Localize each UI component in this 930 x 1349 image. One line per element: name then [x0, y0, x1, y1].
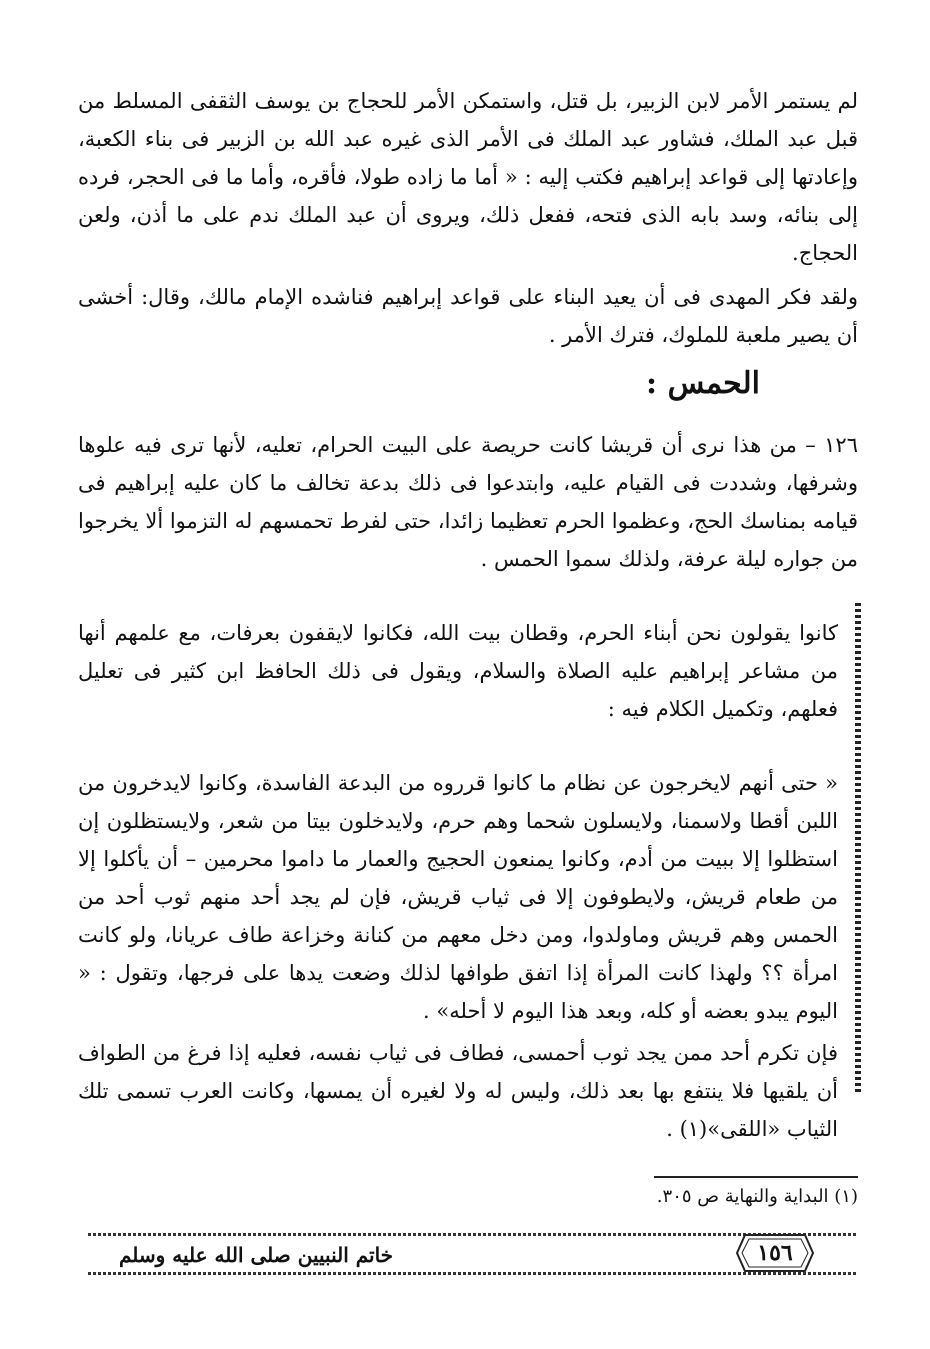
- paragraph-al-mahdi: ولقد فكر المهدى فى أن يعيد البناء على قواعد إبراهيم فناشده الإمام مالك، وقال: أخشى أن يصير ملعبة للملوك، فترك الأمر .: [78, 285, 858, 347]
- quote-paragraph-intro: كانوا يقولون نحن أبناء الحرم، وقطان بيت الله، فكانوا لايقفون بعرفات، مع علمهم أنها من مشاعر إبراهيم عليه الصلاة والسلام، ويقول فى ذلك الحافظ ابن كثير فى تعليل فعلهم، وتكميل الكلام فيه :: [78, 621, 838, 721]
- footnote-divider: [654, 1176, 858, 1178]
- quote-side-bar: [855, 603, 861, 1093]
- footnote: (١) البداية والنهاية ص ٣٠٥.: [656, 1186, 858, 1207]
- section-heading-hums: الحمس :: [646, 366, 760, 401]
- running-footer-title: خاتم النبيين صلى الله عليه وسلم: [118, 1243, 394, 1267]
- page-number: ١٥٦: [757, 1240, 793, 1266]
- page-number-badge: [735, 1233, 815, 1273]
- paragraph-126: ١٢٦ – من هذا نرى أن قريشا كانت حريصة على البيت الحرام، تعليه، لأنها ترى فيه علوها وشرفها، وشددت فى القيام عليه، وابتدعوا فى ذلك بدعة تخالف ما كان عليه إبراهيم فى قيامه بمناسك الحج، وعظموا الحرم تعظيما زائدا، حتى لفرط تحمسهم له التزموا ألا يخرجوا من جواره ليلة عرفة، ولذلك سموا الحمس .: [78, 433, 858, 571]
- paragraph-ibn-zubayr: لم يستمر الأمر لابن الزبير، بل قتل، واستمكن الأمر للحجاج بن يوسف الثقفى المسلط من قبل عبد الملك، فشاور عبد الملك فى الأمر الذى غيره عبد الله بن الزبير فى بناء الكعبة، وإعادتها إلى قواعد إبراهيم فكتب إليه : « أما ما زاده طولا، فأقره، وأما ما فى الحجر، فرده إلى بنائه، وسد بابه الذى فتحه، ففعل ذلك، ويروى أن عبد الملك ندم على ما أذن، ولعن الحجاج.: [78, 89, 858, 265]
- quote-paragraph-luqa: فإن تكرم أحد ممن يجد ثوب أحمسى، فطاف فى ثياب نفسه، فعليه إذا فرغ من الطواف أن يلقيها فلا ينتفع بها بعد ذلك، وليس له ولا لغيره أن يمسها، وكانت العرب تسمى تلك الثياب «اللقى»(١) .: [78, 1041, 838, 1141]
- quote-paragraph-ibn-kathir: « حتى أنهم لايخرجون عن نظام ما كانوا قرروه من البدعة الفاسدة، وكانوا لايدخرون من اللبن أقطا ولاسمنا، ولايسلون شحما وهم حرم، ولايدخلون بيتا من شعر، ولايستظلون إن استظلوا إلا ببيت من أدم، وكانوا يمنعون الحجيج والعمار ما داموا محرمين – أن يأكلوا إلا من طعام قريش، ولايطوفون إلا فى ثياب قريش، فإن لم يجد أحد منهم ثوب أحد من الحمس وهم قريش وماولدوا، ومن دخل معهم من كنانة وخزاعة طاف عريانا، ولو كانت امرأة ؟؟ ولهذا كانت المرأة إذا اتفق طوافها لذلك وضعت يدها على فرجها، وتقول : « اليوم يبدو بعضه أو كله، وبعد هذا اليوم لا أحله» .: [78, 771, 838, 1023]
